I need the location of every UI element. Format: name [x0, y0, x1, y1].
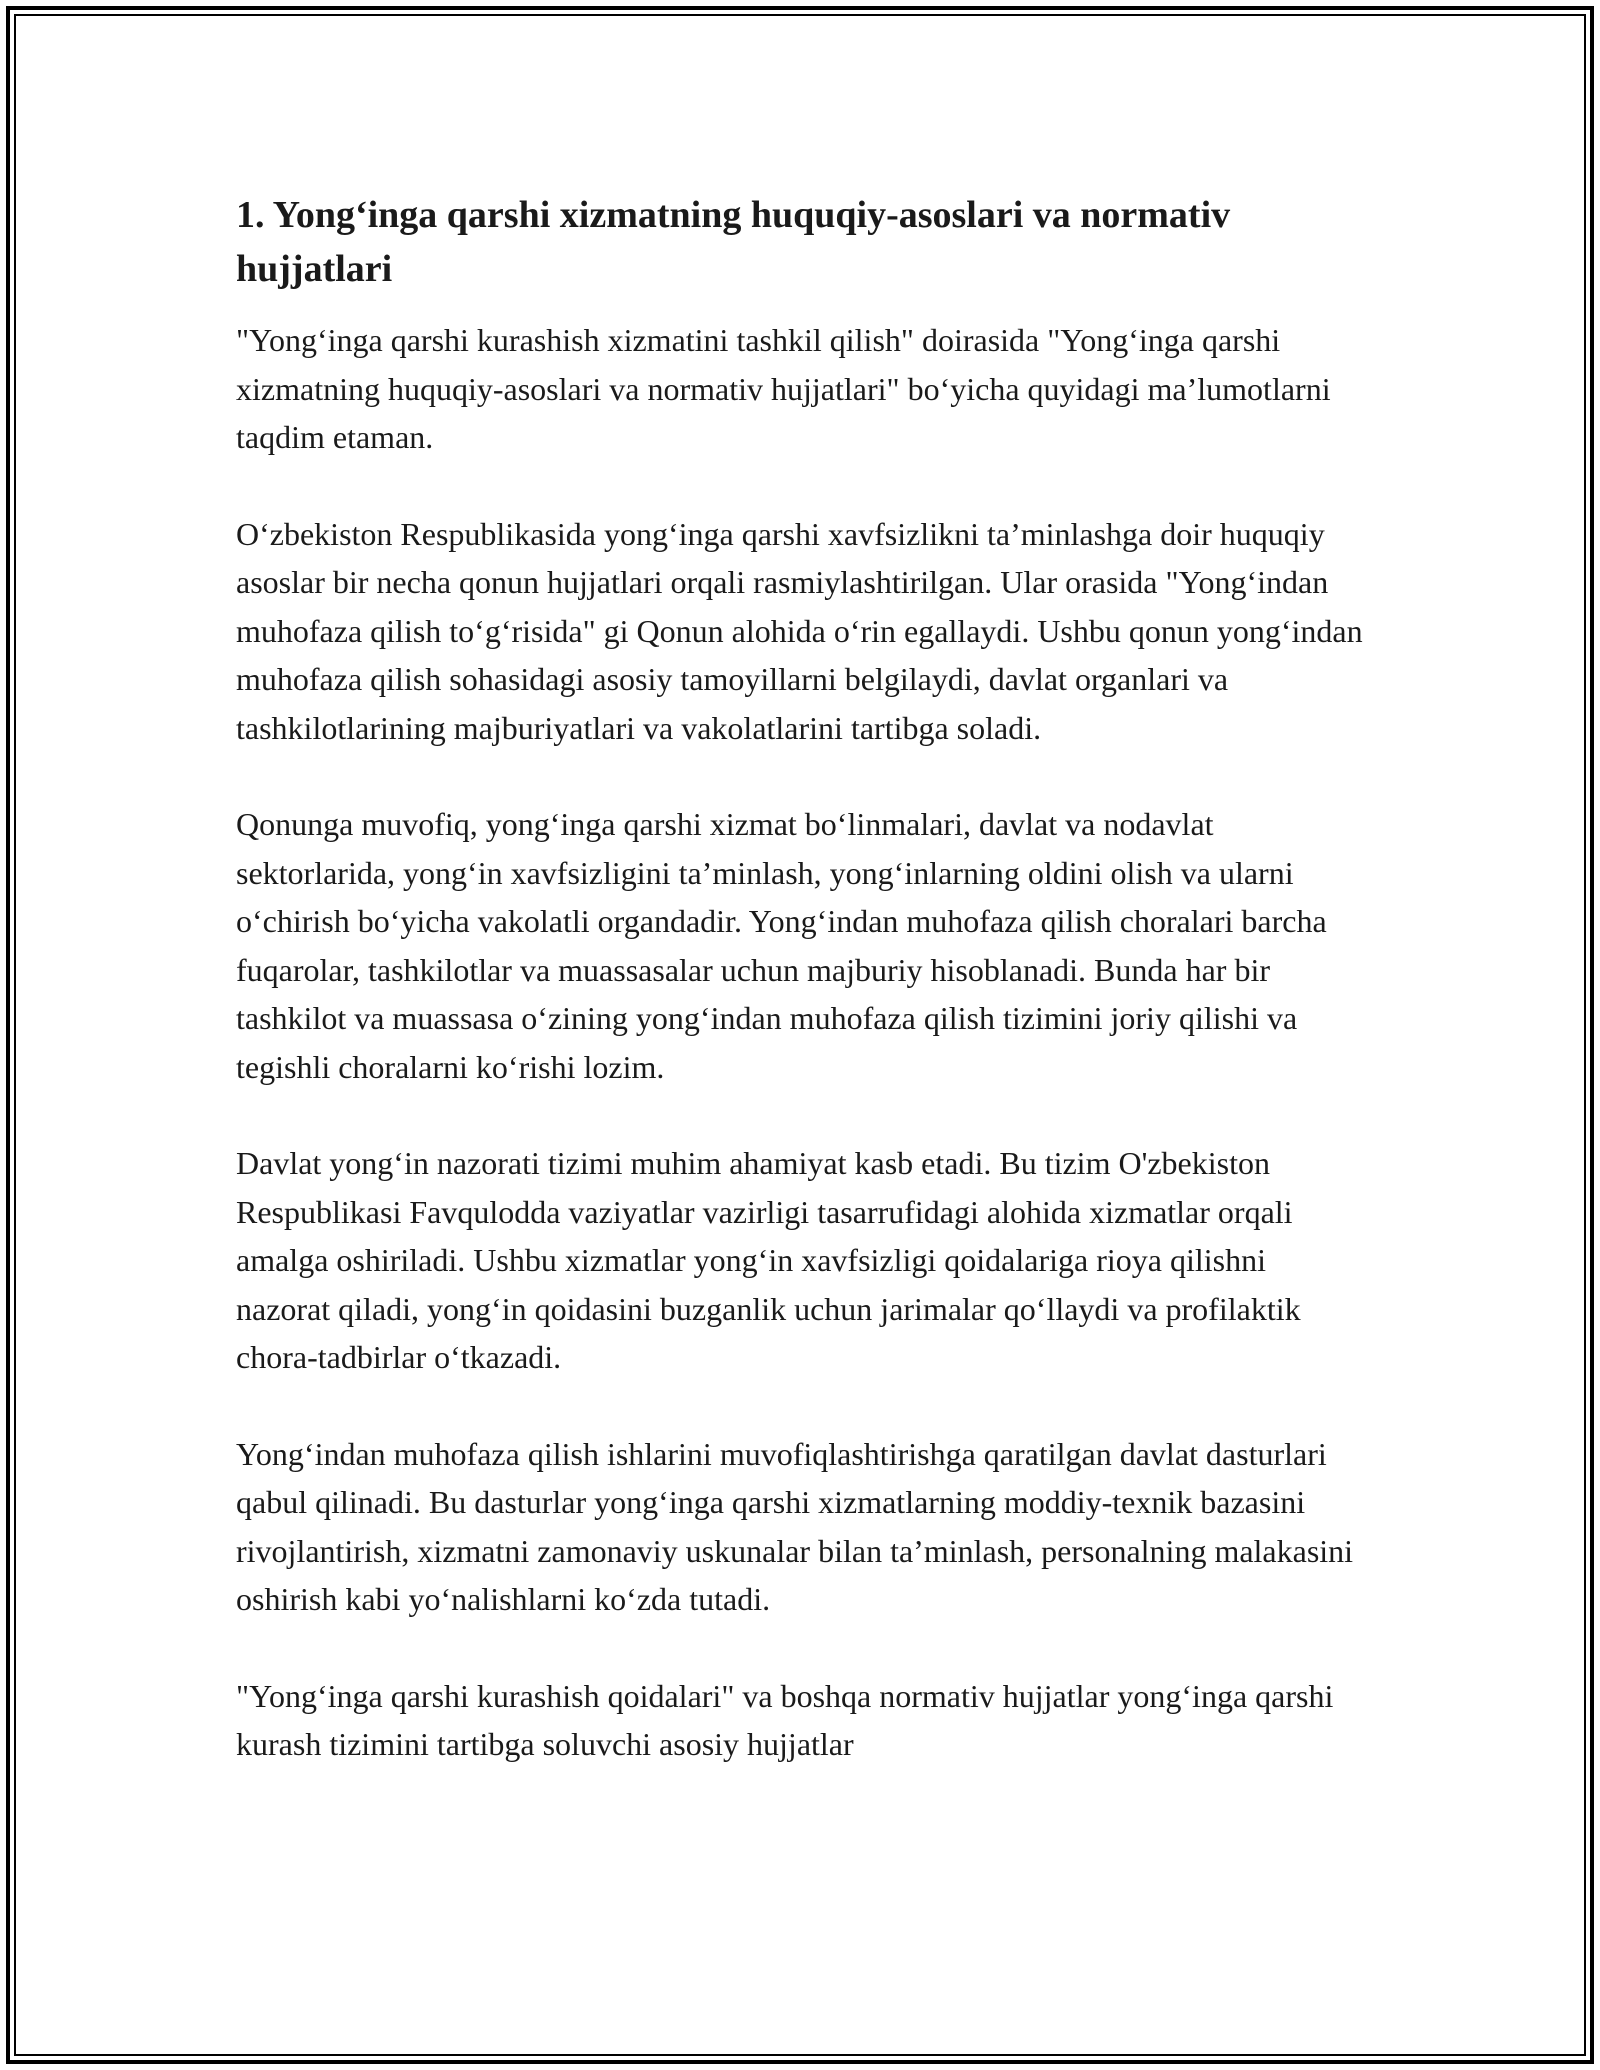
section-heading: 1. Yong‘inga qarshi xizmatning huquqiy-asoslari va normativ hujjatlari: [236, 194, 1231, 290]
document-body: [236, 188, 1366, 1817]
paragraph-state-programs: Yong‘indan muhofaza qilish ishlarini muvofiqlashtirishga qaratilgan davlat dasturlari qabul qilinadi. Bu dasturlar yong‘inga qarshi xizmatlarning moddiy-texnik bazasini rivojlantirish, xizmatni zamonaviy uskunalar bilan ta’minlash, personalning malakasini oshirish kabi yo‘nalishlarni ko‘zda tutadi.: [236, 1435, 1354, 1617]
paragraph-legal-basis: O‘zbekiston Respublikasida yong‘inga qarshi xavfsizlikni ta’minlashga doir huquqiy asoslar bir necha qonun hujjatlari orqali rasmiylashtirilgan. Ular orasida "Yong‘indan muhofaza qilish to‘g‘risida" gi Qonun alohida o‘rin egallaydi. Ushbu qonun yong‘indan muhofaza qilish sohasidagi asosiy tamoyillarni belgilaydi, davlat organlari va tashkilotlarining majburiyatlari va vakolatlarini tartibga soladi.: [236, 515, 1363, 746]
paragraph-law-compliance: Qonunga muvofiq, yong‘inga qarshi xizmat bo‘linmalari, davlat va nodavlat sektorlarida, yong‘in xavfsizligini ta’minlash, yong‘inlarning oldini olish va ularni o‘chirish bo‘yicha vakolatli organdadir. Yong‘indan muhofaza qilish choralari barcha fuqarolar, tashkilotlar va muassasalar uchun majburiy hisoblanadi. Bunda har bir tashkilot va muassasa o‘zining yong‘indan muhofaza qilish tizimini joriy qilishi va tegishli choralarni ko‘rishi lozim.: [236, 806, 1327, 1085]
paragraph-rules: "Yong‘inga qarshi kurashish qoidalari" va boshqa normativ hujjatlar yong‘inga qarshi kurash tizimini tartibga soluvchi asosiy hujjatlar: [236, 1677, 1334, 1762]
paragraph-intro: "Yong‘inga qarshi kurashish xizmatini tashkil qilish" doirasida "Yong‘inga qarshi xizmatning huquqiy-asoslari va normativ hujjatlari" bo‘yicha quyidagi ma’lumotlarni taqdim etaman.: [236, 322, 1331, 455]
paragraph-state-supervision: Davlat yong‘in nazorati tizimi muhim ahamiyat kasb etadi. Bu tizim O'zbekiston Respublikasi Favqulodda vaziyatlar vazirligi tasarrufidagi alohida xizmatlar orqali amalga oshiriladi. Ushbu xizmatlar yong‘in xavfsizligi qoidalariga rioya qilishni nazorat qiladi, yong‘in qoidasini buzganlik uchun jarimalar qo‘llaydi va profilaktik chora-tadbirlar o‘tkazadi.: [236, 1145, 1301, 1375]
